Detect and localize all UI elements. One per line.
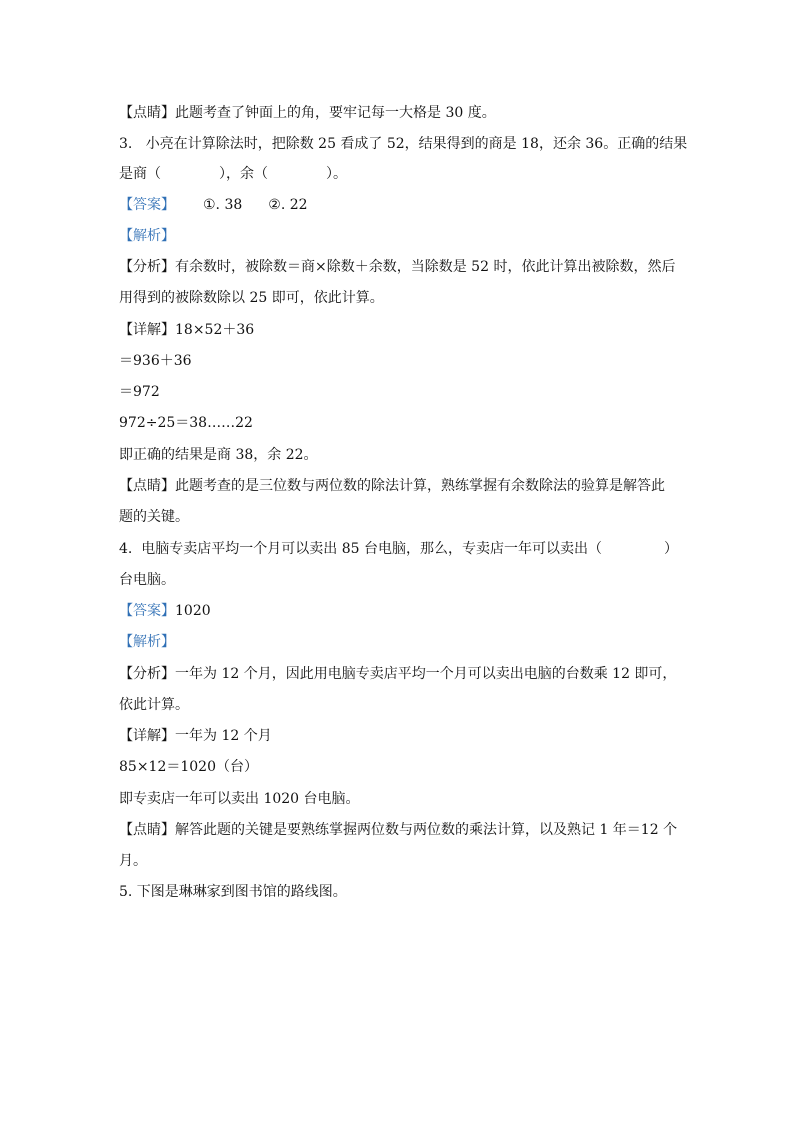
question-4-paren: ） — [663, 541, 678, 557]
detail-line-2: 85×12＝1020（台） — [119, 759, 258, 775]
question-4-line-2: 台电脑。 — [119, 572, 175, 588]
answer-label: 【答案】 — [119, 197, 175, 213]
remark-line-1: 【点睛】解答此题的关键是要熟练掌握两位数与两位数的乘法计算，以及熟记 1 年＝12 个 — [119, 822, 678, 838]
quotient-prefix: 是商（ — [119, 166, 161, 182]
analysis-line-1: 【分析】一年为 12 个月，因此用电脑专卖店平均一个月可以卖出电脑的台数乘 12 即可， — [119, 666, 677, 682]
question-4-text: 4. 电脑专卖店平均一个月可以卖出 85 台电脑，那么，专卖店一年可以卖出（ — [119, 541, 602, 557]
analysis-line-2: 用得到的被除数除以 25 即可，依此计算。 — [119, 290, 384, 306]
answer-line-4 — [119, 601, 211, 621]
answer-value-2: ②. 22 — [268, 197, 308, 213]
detail-line-1: 【详解】18×52＋36 — [119, 322, 255, 338]
remark-line-1: 【点睛】此题考查的是三位数与两位数的除法计算，熟练掌握有余数除法的验算是解答此 — [119, 478, 665, 494]
analysis-label: 【解析】 — [119, 228, 175, 244]
question-3-line-1: 3. 小亮在计算除法时，把除数 25 看成了 52，结果得到的商是 18，还余 36。正确的结果 — [119, 136, 688, 152]
analysis-line-1: 【分析】有余数时，被除数＝商×除数＋余数，当除数是 52 时，依此计算出被除数，然后 — [119, 259, 676, 275]
detail-line-5: 即正确的结果是商 38，余 22。 — [119, 447, 318, 463]
question-3-line-2 — [119, 164, 347, 184]
answer-line-3 — [119, 195, 308, 215]
detail-line-3: 即专卖店一年可以卖出 1020 台电脑。 — [119, 791, 360, 807]
line-end: ）。 — [326, 166, 347, 182]
answer-value-1: ①. 38 — [203, 197, 243, 213]
analysis-label: 【解析】 — [119, 634, 175, 650]
question-5-line: 5. 下图是琳琳家到图书馆的路线图。 — [119, 884, 347, 900]
detail-line-4: 972÷25＝38……22 — [119, 415, 253, 431]
remark-line-2: 题的关键。 — [119, 509, 189, 525]
question-4-line-1 — [119, 539, 678, 559]
analysis-line-2: 依此计算。 — [119, 697, 189, 713]
answer-label: 【答案】 — [119, 603, 175, 619]
answer-value: 1020 — [175, 603, 211, 619]
remark-line: 【点睛】此题考查了钟面上的角，要牢记每一大格是 30 度。 — [119, 105, 496, 121]
detail-line-2: ＝936＋36 — [119, 353, 192, 369]
remark-line-2: 月。 — [119, 853, 147, 869]
detail-line-3: ＝972 — [119, 384, 160, 400]
detail-line-1: 【详解】一年为 12 个月 — [119, 728, 272, 744]
remainder-prefix: ），余（ — [219, 166, 268, 182]
